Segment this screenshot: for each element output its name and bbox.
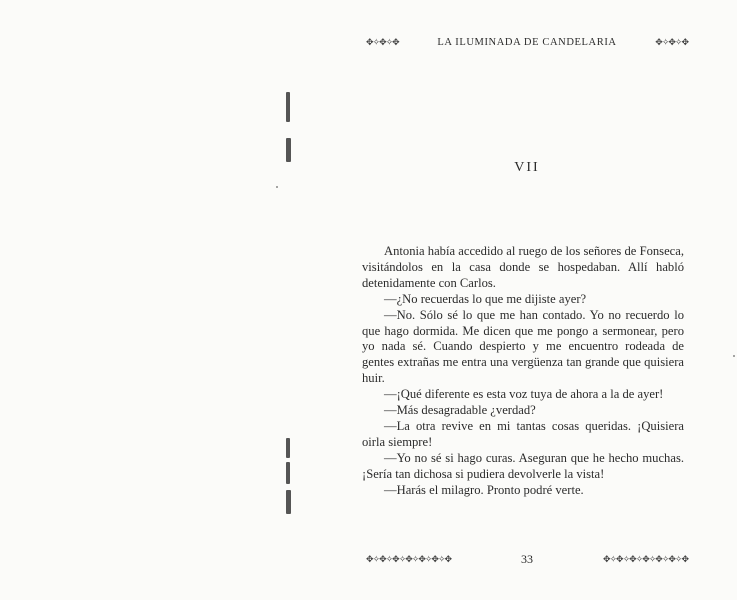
paragraph: —La otra revive en mi tantas cosas queridas. ¡Quisiera oirla siempre! (362, 418, 684, 449)
paragraph: —Yo no sé si hago curas. Aseguran que he hecho muchas. ¡Sería tan dichosa si pudiera devolverle la vista! (362, 450, 684, 481)
paragraph: —Más desagradable ¿verdad? (384, 403, 536, 418)
footer-ornament-left: ✥✧✥✧✥✧✥✧✥✧✥✧✥ (366, 554, 452, 564)
paper-speck (733, 355, 735, 357)
gutter-mark (286, 490, 291, 514)
gutter-mark (286, 438, 290, 458)
gutter-mark (286, 462, 290, 484)
paragraph: —Harás el milagro. Pronto podré verte. (384, 482, 584, 497)
running-head-title: LA ILUMINADA DE CANDELARIA (437, 37, 617, 48)
paper-speck (276, 186, 278, 188)
running-head (366, 37, 688, 48)
right-page (362, 0, 692, 600)
footer-ornament-right: ✥✧✥✧✥✧✥✧✥✧✥✧✥ (602, 554, 688, 564)
gutter-marks (286, 0, 298, 600)
gutter-mark (286, 92, 290, 122)
paragraph: —¿No recuerdas lo que me dijiste ayer? (384, 291, 587, 306)
page-footer (366, 552, 688, 567)
paragraph: —¡Qué diferente es esta voz tuya de ahora a la de ayer! (384, 387, 664, 402)
running-head-ornament-left: ✥✧✥✧✥ (366, 37, 399, 47)
paragraph: —No. Sólo sé lo que me han contado. Yo no recuerdo lo que hago dormida. Me dicen que me pongo a sermonear, pero yo nada sé. Cuando despierto y me encuentro rodeada de gentes extrañas me entra una vergüenza tan grande que quisiera huir. (362, 307, 684, 386)
gutter-mark (286, 138, 291, 162)
paragraph: Antonia había accedido al ruego de los señores de Fonseca, visitándolos en la casa donde se hospedaban. Allí habló detenidamente con Carlos. (362, 244, 684, 290)
running-head-ornament-right: ✥✧✥✧✥ (655, 37, 688, 47)
page-number: 33 (521, 552, 533, 566)
chapter-number: VII (514, 160, 540, 175)
body-text (362, 244, 684, 499)
